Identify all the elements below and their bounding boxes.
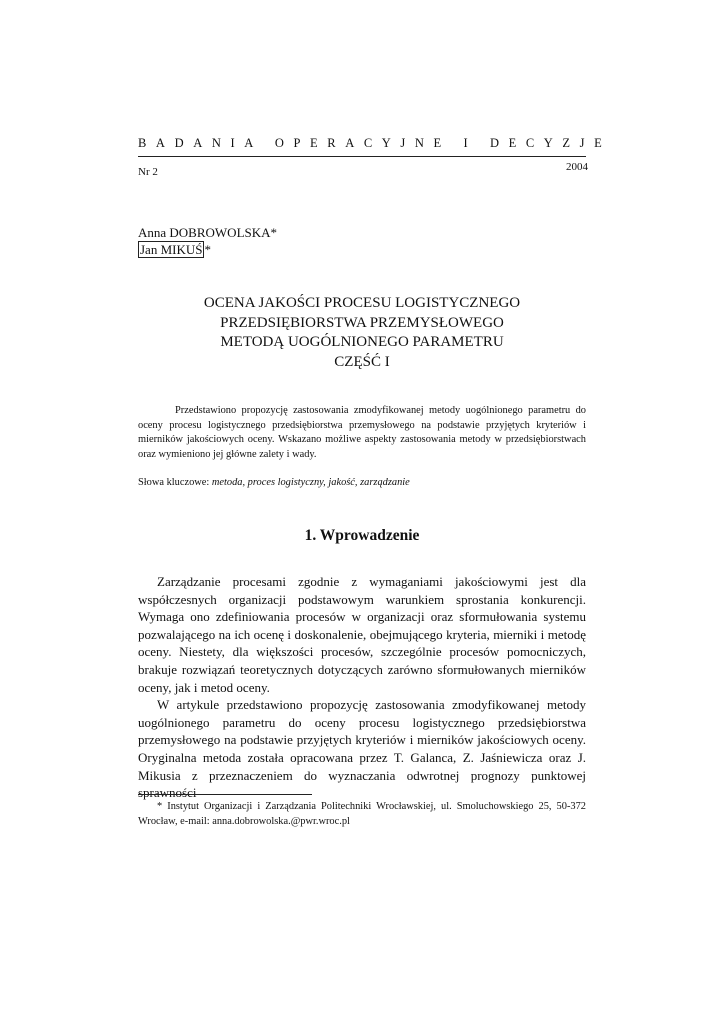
paragraph: Zarządzanie procesami zgodnie z wymaganiami jakościowymi jest dla współczesnych organizacji podstawowym warunkiem sprostania konkurencji. Wymaga ono zdefiniowania procesów w organizacji oraz sformułowania systemu pozwalającego na ich ocenę i doskonalenie, obejmującego kryteria, mierniki i metodę oceny. Niestety, dla większości procesów, szczególnie procesów pomocniczych, brakuje rozwiązań teoretycznych dotyczących zarówno sformułowanych mierników oceny, jak i metod oceny. (138, 574, 586, 695)
author-1 (138, 224, 277, 241)
section-heading: 1. Wprowadzenie (304, 527, 420, 544)
affiliation-mark: * (204, 242, 211, 257)
footnote-rule (138, 794, 312, 795)
keywords-values: metoda, proces logistyczny, jakość, zarządzanie (211, 477, 410, 488)
keywords-label: Słowa kluczowe: (138, 477, 210, 488)
title-line: METODĄ UOGÓLNIONEGO PARAMETRU (220, 334, 504, 350)
footnote: * Instytut Organizacji i Zarządzania Politechniki Wrocławskiej, ul. Smoluchowskiego 25, 50-372 Wrocław, e-mail: anna.dobrowolska.@pwr.wroc.pl (138, 801, 586, 827)
paragraph: W artykule przedstawiono propozycję zastosowania zmodyfikowanej metody uogólnionego parametru do oceny procesu logistycznego przedsiębiorstwa przemysłowego na podstawie przyjętych kryteriów i mierników jakościowych oceny. Oryginalna metoda została opracowana przez T. Galanca, Z. Jaśniewicza oraz J. Mikusia z przeznaczeniem do wyznaczania odwrotnej prognozy punktowej sprawności (138, 697, 586, 801)
title-line: CZĘŚĆ I (334, 353, 390, 370)
author-name-selected[interactable]: Jan MIKUŚ (140, 242, 203, 257)
author-name: Anna DOBROWOLSKA (138, 225, 271, 240)
affiliation-mark: * (270, 225, 278, 240)
author-2 (138, 241, 277, 258)
title-line: OCENA JAKOŚCI PROCESU LOGISTYCZNEGO (203, 295, 521, 311)
abstract: Przedstawiono propozycję zastosowania zmodyfikowanej metody uogólnionego parametru do oceny procesu logistycznego przedsiębiorstwa przemysłowego na podstawie przyjętych kryteriów i mierników jakościowych oceny. Wskazano możliwe aspekty zastosowania metody w przedsiębiorstwach oraz wymieniono jej główne zalety i wady. (138, 405, 586, 460)
publication-year: 2004 (566, 161, 588, 173)
section-body (138, 573, 586, 802)
article-title (138, 294, 586, 372)
issue-number: Nr 2 (138, 166, 158, 178)
journal-running-head: BADANIA OPERACYJNE I DECYZJE (138, 136, 612, 150)
author-list (138, 224, 277, 258)
keywords (138, 476, 586, 490)
title-line: PRZEDSIĘBIORSTWA PRZEMYSŁOWEGO (220, 314, 504, 331)
header-rule (138, 156, 586, 157)
